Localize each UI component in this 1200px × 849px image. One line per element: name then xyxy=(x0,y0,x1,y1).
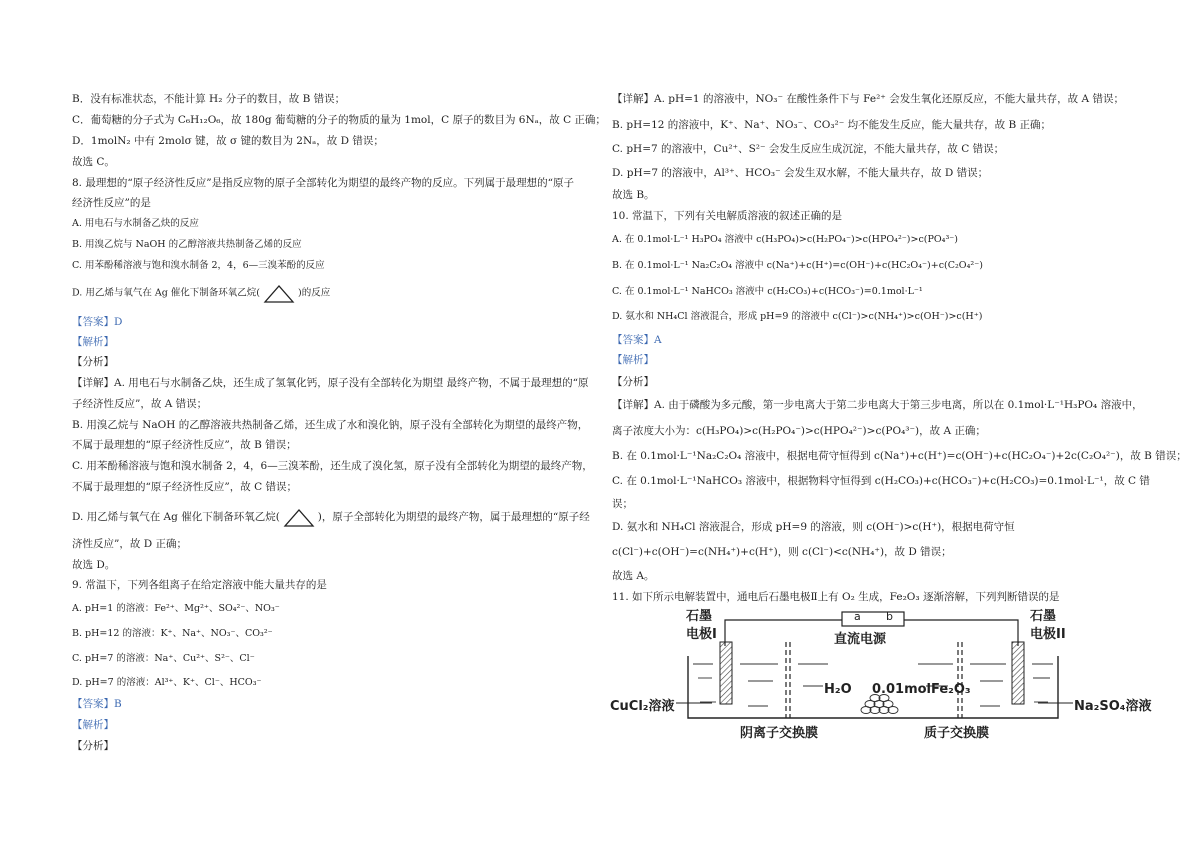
text-line: 故选 A。 xyxy=(612,570,655,582)
option-d: D. 用乙烯与氧气在 Ag 催化下制备环氧乙烷( )的反应 xyxy=(72,282,330,304)
text-line: 故选 C。 xyxy=(72,156,115,168)
text-line: 离子浓度大小为：c(H₃PO₄)>c(H₂PO₄⁻)>c(HPO₄²⁻)>c(PO₄³⁻)，故 A 正确； xyxy=(612,425,986,437)
text-line: B. 在 0.1mol·L⁻¹Na₂C₂O₄ 溶液中，根据电荷守恒得到 c(Na⁺)+c(H⁺)=c(OH⁻)+c(HC₂O₄⁻)+2c(C₂O₄²⁻)，故 B 错误； xyxy=(612,450,1187,462)
text-line: c(Cl⁻)+c(OH⁻)=c(NH₄⁺)+c(H⁺)，则 c(Cl⁻)<c(NH₄⁺)，故 D 错误； xyxy=(612,546,952,558)
power-supply-label: 直流电源 xyxy=(834,632,887,647)
text-line: B. 用溴乙烷与 NaOH 的乙醇溶液共热制备乙烯，还生成了水和溴化钠，原子没有全部转化为期望的最终产物， xyxy=(72,419,589,431)
text-line: D. pH=7 的溶液中，Al³⁺、HCO₃⁻ 会发生双水解，不能大量共存，故 D 错误； xyxy=(612,167,989,179)
option-c: C. pH=7 的溶液：Na⁺、Cu²⁺、S²⁻、Cl⁻ xyxy=(72,653,255,664)
text-line: D. 用乙烯与氧气在 Ag 催化下制备环氧乙烷( )，原子全部转化为期望的最终产物，属于最理想的“原子经 xyxy=(72,506,590,528)
text-line: 【详解】A. 由于磷酸为多元酸，第一步电离大于第二步电离大于第三步电离，所以在 0.1mol·L⁻¹H₃PO₄ 溶液中， xyxy=(612,399,1143,411)
answer-label: 【答案】A xyxy=(612,334,662,346)
electrode-2-label: 石墨 电极II xyxy=(1030,609,1066,642)
option-a: A. pH=1 的溶液：Fe²⁺、Mg²⁺、SO₄²⁻、NO₃⁻ xyxy=(72,603,280,614)
question-8-stem: 经济性反应”的是 xyxy=(72,197,151,209)
option-b: B. 用溴乙烷与 NaOH 的乙醇溶液共热制备乙烯的反应 xyxy=(72,239,302,250)
analysis-label: 【解析】 xyxy=(612,354,654,366)
option-a: A. 在 0.1mol·L⁻¹ H₃PO₄ 溶液中 c(H₃PO₄)>c(H₂PO₄⁻)>c(HPO₄²⁻)>c(PO₄³⁻) xyxy=(612,234,958,245)
option-b: B. 在 0.1mol·L⁻¹ Na₂C₂O₄ 溶液中 c(Na⁺)+c(H⁺)=c(OH⁻)+c(HC₂O₄⁻)+c(C₂O₄²⁻) xyxy=(612,260,983,271)
wire-right xyxy=(904,620,1018,646)
right-solution-label: Na₂SO₄溶液 xyxy=(1074,699,1152,714)
text-line: 子经济性反应”，故 A 错误； xyxy=(72,398,208,410)
text-line: 【详解】A. pH=1 的溶液中，NO₃⁻ 在酸性条件下与 Fe²⁺ 会发生氧化还原反应，不能大量共存，故 A 错误； xyxy=(612,93,1124,105)
text-line: C. pH=7 的溶液中，Cu²⁺、S²⁻ 会发生反应生成沉淀，不能大量共存，故 C 错误； xyxy=(612,143,1005,155)
text-line: C. 用苯酚稀溶液与饱和溴水制备 2，4，6—三溴苯酚，还生成了溴化氢，原子没有全部转化为期望的最终产物， xyxy=(72,460,593,472)
text-line: 故选 B。 xyxy=(612,189,655,201)
question-9-stem: 9. 常温下，下列各组离子在给定溶液中能大量共存的是 xyxy=(72,579,327,591)
option-a: A. 用电石与水制备乙炔的反应 xyxy=(72,218,199,229)
answer-label: 【答案】D xyxy=(72,316,123,328)
text-line: 不属于最理想的“原子经济性反应”，故 C 错误； xyxy=(72,481,297,493)
option-b: B. pH=12 的溶液：K⁺、Na⁺、NO₃⁻、CO₃²⁻ xyxy=(72,628,273,639)
analysis-label: 【解析】 xyxy=(72,719,114,731)
text-line: 不属于最理想的“原子经济性反应”，故 B 错误； xyxy=(72,439,297,451)
epoxide-ring-icon xyxy=(262,282,296,304)
graphite-electrode-2 xyxy=(1012,642,1024,704)
electrode-1-label: 石墨 电极I xyxy=(686,609,717,642)
terminal-a-label: a xyxy=(854,610,861,623)
option-c: C. 用苯酚稀溶液与饱和溴水制备 2，4，6—三溴苯酚的反应 xyxy=(72,260,325,271)
text-line: C. 在 0.1mol·L⁻¹NaHCO₃ 溶液中，根据物料守恒得到 c(H₂CO₃)+c(HCO₃⁻)+c(H₂CO₃)=0.1mol·L⁻¹，故 C 错 xyxy=(612,475,1150,487)
text-line: 误； xyxy=(612,498,633,510)
text-line: 济性反应”，故 D 正确； xyxy=(72,538,187,550)
text-line: D．1molN₂ 中有 2molσ 键，故 σ 键的数目为 2Nₐ，故 D 错误； xyxy=(72,135,384,147)
text-line: 【详解】A. 用电石与水制备乙炔，还生成了氢氧化钙，原子没有全部转化为期望 最终产物，不属于最理想的“原 xyxy=(72,377,589,389)
option-d: D. pH=7 的溶液：Al³⁺、K⁺、Cl⁻、HCO₃⁻ xyxy=(72,677,262,688)
question-11-stem: 11. 如下所示电解装置中，通电后石墨电极Ⅱ上有 O₂ 生成，Fe₂O₃ 逐渐溶解，下列判断错误的是 xyxy=(612,591,1060,603)
option-d: D. 氨水和 NH₄Cl 溶液混合，形成 pH=9 的溶液中 c(Cl⁻)>c(NH₄⁺)>c(OH⁻)>c(H⁺) xyxy=(612,311,983,322)
epoxide-ring-icon xyxy=(282,506,316,528)
proton-membrane-label: 质子交换膜 xyxy=(924,726,990,741)
text-line: D. 氨水和 NH₄Cl 溶液混合，形成 pH=9 的溶液，则 c(OH⁻)>c(H⁺)，根据电荷守恒 xyxy=(612,521,1015,533)
text-line: B. pH=12 的溶液中，K⁺、Na⁺、NO₃⁻、CO₃²⁻ 均不能发生反应，能大量共存，故 B 正确； xyxy=(612,119,1052,131)
fe2o3-pile xyxy=(861,695,898,714)
electrolysis-apparatus-diagram xyxy=(608,606,1153,746)
text-line: 故选 D。 xyxy=(72,559,116,571)
text-line: B．没有标准状态，不能计算 H₂ 分子的数目，故 B 错误； xyxy=(72,93,346,105)
option-c: C. 在 0.1mol·L⁻¹ NaHCO₃ 溶液中 c(H₂CO₃)+c(HCO₃⁻)=0.1mol·L⁻¹ xyxy=(612,286,923,297)
water-label: H₂O xyxy=(824,682,852,697)
left-solution-label: CuCl₂溶液 xyxy=(610,699,675,714)
wire-left xyxy=(725,620,842,646)
graphite-electrode-1 xyxy=(720,642,732,704)
power-supply-box xyxy=(842,612,904,626)
section-label: 【分析】 xyxy=(612,376,654,388)
analysis-label: 【解析】 xyxy=(72,336,114,348)
fe2o3-label: 0.01molFe₂O₃ xyxy=(872,682,971,697)
anion-membrane-label: 阴离子交换膜 xyxy=(740,726,819,741)
section-label: 【分析】 xyxy=(72,740,114,752)
text-line: C．葡萄糖的分子式为 C₆H₁₂O₆，故 180g 葡萄糖的分子的物质的量为 1mol，C 原子的数目为 6Nₐ，故 C 正确； xyxy=(72,114,606,126)
terminal-b-label: b xyxy=(886,610,893,623)
section-label: 【分析】 xyxy=(72,356,114,368)
answer-label: 【答案】B xyxy=(72,698,122,710)
question-8-stem: 8. 最理想的“原子经济性反应”是指反应物的原子全部转化为期望的最终产物的反应。下列属于最理想的“原子 xyxy=(72,177,574,189)
question-10-stem: 10. 常温下，下列有关电解质溶液的叙述正确的是 xyxy=(612,210,843,222)
